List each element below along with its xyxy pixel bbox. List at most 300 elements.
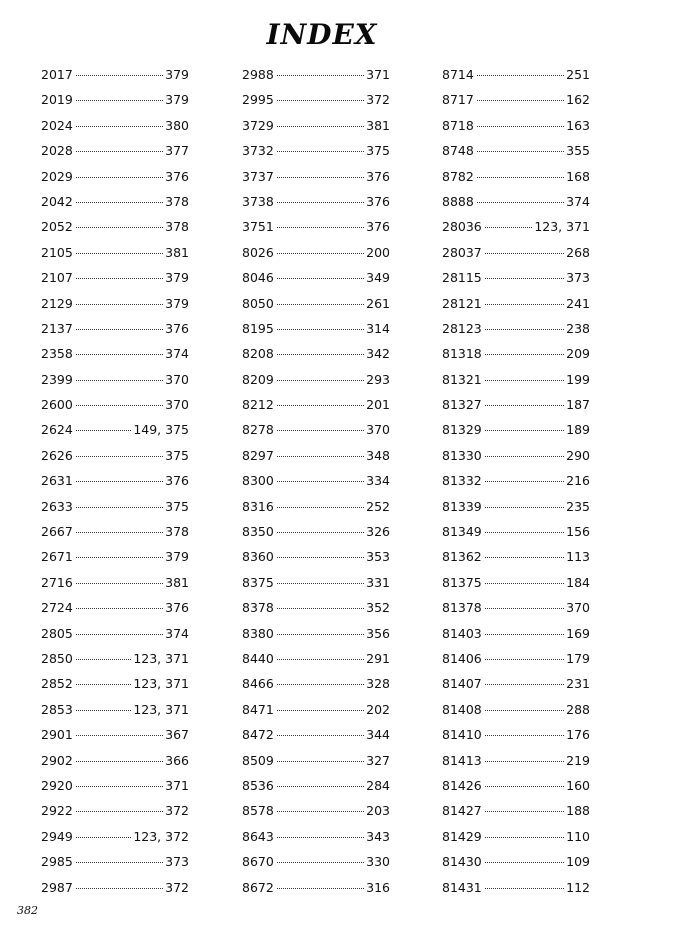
dot-leader	[76, 354, 163, 355]
dot-leader	[485, 862, 564, 863]
entry-pages: 160	[566, 777, 590, 793]
entry-code: 2852	[41, 676, 73, 692]
entry-code: 81339	[442, 498, 482, 514]
index-entry	[41, 392, 189, 417]
dot-leader	[485, 634, 564, 635]
index-entry	[242, 773, 390, 798]
entry-code: 81430	[442, 854, 482, 870]
dot-leader	[485, 227, 533, 228]
entry-pages: 203	[366, 803, 390, 819]
index-entry	[442, 621, 590, 646]
index-entry	[442, 875, 590, 900]
entry-pages: 370	[165, 371, 189, 387]
index-entry	[242, 164, 390, 189]
dot-leader	[277, 100, 364, 101]
entry-code: 2667	[41, 524, 73, 540]
dot-leader	[277, 304, 364, 305]
entry-pages: 373	[566, 270, 590, 286]
dot-leader	[76, 278, 163, 279]
dot-leader	[76, 456, 163, 457]
dot-leader	[277, 430, 364, 431]
index-column-3	[442, 62, 590, 900]
page-title: INDEX	[266, 18, 378, 51]
dot-leader	[277, 583, 364, 584]
index-entry	[442, 87, 590, 112]
entry-pages: 202	[366, 701, 390, 717]
dot-leader	[76, 75, 163, 76]
dot-leader	[485, 430, 564, 431]
entry-code: 2631	[41, 473, 73, 489]
entry-code: 28121	[442, 295, 482, 311]
entry-code: 28123	[442, 320, 482, 336]
entry-pages: 199	[566, 371, 590, 387]
index-entry	[41, 798, 189, 823]
dot-leader	[76, 481, 163, 482]
index-entry	[442, 570, 590, 595]
entry-pages: 184	[566, 574, 590, 590]
entry-code: 3732	[242, 143, 274, 159]
entry-code: 2853	[41, 701, 73, 717]
entry-pages: 123, 371	[133, 676, 189, 692]
entry-code: 8050	[242, 295, 274, 311]
entry-pages: 344	[366, 727, 390, 743]
entry-pages: 372	[165, 803, 189, 819]
entry-code: 81427	[442, 803, 482, 819]
index-entry	[242, 316, 390, 341]
index-entry	[242, 468, 390, 493]
entry-code: 8046	[242, 270, 274, 286]
entry-code: 8300	[242, 473, 274, 489]
dot-leader	[485, 278, 564, 279]
index-entry	[442, 697, 590, 722]
entry-pages: 216	[566, 473, 590, 489]
index-entry	[242, 240, 390, 265]
index-entry	[442, 468, 590, 493]
entry-pages: 241	[566, 295, 590, 311]
entry-code: 81407	[442, 676, 482, 692]
entry-pages: 379	[165, 67, 189, 82]
entry-code: 3737	[242, 168, 274, 184]
index-entry	[41, 570, 189, 595]
index-entry	[41, 240, 189, 265]
entry-pages: 316	[366, 879, 390, 895]
entry-code: 81431	[442, 879, 482, 895]
entry-pages: 327	[366, 752, 390, 768]
index-entry	[242, 748, 390, 773]
dot-leader	[485, 659, 564, 660]
dot-leader	[76, 761, 163, 762]
index-entry	[242, 570, 390, 595]
dot-leader	[277, 862, 364, 863]
entry-code: 2724	[41, 600, 73, 616]
index-entry	[442, 291, 590, 316]
entry-pages: 330	[366, 854, 390, 870]
entry-code: 8471	[242, 701, 274, 717]
dot-leader	[76, 151, 163, 152]
entry-code: 2901	[41, 727, 73, 743]
entry-code: 81410	[442, 727, 482, 743]
index-entry	[442, 189, 590, 214]
dot-leader	[76, 634, 163, 635]
dot-leader	[277, 532, 364, 533]
index-entry	[442, 798, 590, 823]
entry-pages: 112	[566, 879, 590, 895]
dot-leader	[76, 253, 163, 254]
index-entry	[442, 240, 590, 265]
entry-code: 2358	[41, 346, 73, 362]
dot-leader	[76, 227, 163, 228]
index-entry	[242, 417, 390, 442]
entry-code: 2600	[41, 397, 73, 413]
entry-pages: 110	[566, 828, 590, 844]
dot-leader	[76, 126, 163, 127]
entry-code: 8643	[242, 828, 274, 844]
entry-code: 81403	[442, 625, 482, 641]
entry-pages: 252	[366, 498, 390, 514]
dot-leader	[485, 786, 564, 787]
dot-leader	[277, 710, 364, 711]
index-entry	[442, 367, 590, 392]
dot-leader	[76, 430, 132, 431]
entry-pages: 379	[165, 295, 189, 311]
entry-code: 81321	[442, 371, 482, 387]
index-entry	[41, 671, 189, 696]
index-entry	[41, 621, 189, 646]
entry-pages: 219	[566, 752, 590, 768]
dot-leader	[485, 329, 564, 330]
index-entry	[41, 316, 189, 341]
entry-pages: 375	[165, 498, 189, 514]
dot-leader	[76, 659, 132, 660]
dot-leader	[477, 75, 564, 76]
entry-code: 2949	[41, 828, 73, 844]
entry-code: 81330	[442, 447, 482, 463]
dot-leader	[76, 608, 163, 609]
entry-pages: 371	[366, 67, 390, 82]
entry-code: 8209	[242, 371, 274, 387]
entry-pages: 261	[366, 295, 390, 311]
index-entry	[442, 164, 590, 189]
dot-leader	[477, 100, 564, 101]
entry-code: 3738	[242, 193, 274, 209]
dot-leader	[76, 735, 163, 736]
entry-code: 2985	[41, 854, 73, 870]
index-entry	[41, 595, 189, 620]
index-entry	[41, 697, 189, 722]
index-entry	[41, 875, 189, 900]
index-entry	[41, 646, 189, 671]
dot-leader	[277, 126, 364, 127]
entry-code: 8316	[242, 498, 274, 514]
dot-leader	[277, 481, 364, 482]
entry-pages: 376	[366, 219, 390, 235]
entry-pages: 209	[566, 346, 590, 362]
entry-pages: 381	[165, 574, 189, 590]
entry-code: 2042	[41, 193, 73, 209]
index-entry	[442, 316, 590, 341]
index-entry	[41, 113, 189, 138]
dot-leader	[76, 202, 163, 203]
entry-code: 2987	[41, 879, 73, 895]
entry-pages: 367	[165, 727, 189, 743]
index-entry	[242, 671, 390, 696]
entry-code: 2129	[41, 295, 73, 311]
entry-code: 81408	[442, 701, 482, 717]
entry-pages: 381	[366, 117, 390, 133]
index-entry	[242, 265, 390, 290]
index-entry	[41, 138, 189, 163]
index-column-1	[41, 62, 189, 900]
entry-code: 8380	[242, 625, 274, 641]
entry-pages: 288	[566, 701, 590, 717]
dot-leader	[76, 862, 163, 863]
entry-pages: 371	[165, 777, 189, 793]
entry-pages: 231	[566, 676, 590, 692]
dot-leader	[277, 177, 364, 178]
dot-leader	[76, 888, 163, 889]
entry-pages: 290	[566, 447, 590, 463]
index-entry	[442, 417, 590, 442]
entry-pages: 349	[366, 270, 390, 286]
entry-pages: 353	[366, 549, 390, 565]
entry-code: 81413	[442, 752, 482, 768]
index-entry	[41, 189, 189, 214]
entry-pages: 376	[165, 473, 189, 489]
entry-code: 8782	[442, 168, 474, 184]
entry-pages: 372	[165, 879, 189, 895]
entry-code: 8297	[242, 447, 274, 463]
dot-leader	[277, 202, 364, 203]
entry-pages: 376	[366, 168, 390, 184]
entry-pages: 109	[566, 854, 590, 870]
entry-pages: 370	[566, 600, 590, 616]
dot-leader	[485, 253, 564, 254]
index-entry	[242, 443, 390, 468]
dot-leader	[277, 278, 364, 279]
entry-code: 81378	[442, 600, 482, 616]
entry-code: 2137	[41, 320, 73, 336]
index-column-2	[242, 62, 390, 900]
entry-pages: 373	[165, 854, 189, 870]
dot-leader	[485, 507, 564, 508]
entry-pages: 123, 371	[133, 650, 189, 666]
index-entry	[442, 392, 590, 417]
entry-pages: 123, 372	[133, 828, 189, 844]
entry-code: 8717	[442, 92, 474, 108]
index-entry	[242, 798, 390, 823]
index-entry	[442, 341, 590, 366]
dot-leader	[277, 75, 364, 76]
entry-pages: 379	[165, 549, 189, 565]
dot-leader	[277, 888, 364, 889]
entry-code: 8278	[242, 422, 274, 438]
entry-code: 2017	[41, 67, 73, 82]
entry-code: 2105	[41, 244, 73, 260]
entry-pages: 375	[366, 143, 390, 159]
index-entry	[442, 748, 590, 773]
entry-pages: 168	[566, 168, 590, 184]
entry-code: 2902	[41, 752, 73, 768]
dot-leader	[477, 202, 564, 203]
index-entry	[442, 62, 590, 87]
dot-leader	[76, 837, 132, 838]
index-entry	[41, 265, 189, 290]
dot-leader	[485, 837, 564, 838]
dot-leader	[277, 761, 364, 762]
entry-code: 28037	[442, 244, 482, 260]
index-entry	[242, 494, 390, 519]
entry-code: 2671	[41, 549, 73, 565]
dot-leader	[485, 888, 564, 889]
entry-pages: 376	[165, 320, 189, 336]
entry-pages: 379	[165, 92, 189, 108]
entry-code: 8509	[242, 752, 274, 768]
entry-pages: 314	[366, 320, 390, 336]
index-entry	[442, 113, 590, 138]
index-entry	[242, 875, 390, 900]
index-entry	[442, 519, 590, 544]
entry-code: 81329	[442, 422, 482, 438]
entry-pages: 343	[366, 828, 390, 844]
entry-code: 2805	[41, 625, 73, 641]
entry-pages: 113	[566, 549, 590, 565]
dot-leader	[76, 304, 163, 305]
index-entry	[41, 748, 189, 773]
dot-leader	[76, 329, 163, 330]
dot-leader	[485, 405, 564, 406]
entry-code: 8208	[242, 346, 274, 362]
entry-pages: 331	[366, 574, 390, 590]
index-entry	[242, 113, 390, 138]
dot-leader	[485, 608, 564, 609]
dot-leader	[277, 405, 364, 406]
entry-pages: 372	[366, 92, 390, 108]
entry-pages: 188	[566, 803, 590, 819]
entry-pages: 176	[566, 727, 590, 743]
index-entry	[442, 214, 590, 239]
index-entry	[41, 417, 189, 442]
dot-leader	[76, 507, 163, 508]
dot-leader	[277, 253, 364, 254]
entry-code: 2029	[41, 168, 73, 184]
entry-code: 81362	[442, 549, 482, 565]
dot-leader	[277, 354, 364, 355]
entry-code: 8748	[442, 143, 474, 159]
entry-pages: 326	[366, 524, 390, 540]
dot-leader	[277, 608, 364, 609]
entry-code: 28036	[442, 219, 482, 235]
entry-pages: 179	[566, 650, 590, 666]
entry-code: 2624	[41, 422, 73, 438]
entry-code: 8440	[242, 650, 274, 666]
index-entry	[242, 138, 390, 163]
entry-pages: 201	[366, 397, 390, 413]
entry-pages: 370	[165, 397, 189, 413]
index-entry	[41, 87, 189, 112]
entry-pages: 376	[366, 193, 390, 209]
index-entry	[242, 519, 390, 544]
entry-pages: 123, 371	[534, 219, 590, 235]
entry-code: 2052	[41, 219, 73, 235]
dot-leader	[76, 786, 163, 787]
entry-code: 2626	[41, 447, 73, 463]
entry-pages: 149, 375	[133, 422, 189, 438]
entry-code: 8672	[242, 879, 274, 895]
entry-code: 81406	[442, 650, 482, 666]
entry-code: 2716	[41, 574, 73, 590]
index-entry	[41, 164, 189, 189]
index-entry	[242, 214, 390, 239]
index-entry	[242, 544, 390, 569]
entry-pages: 375	[165, 447, 189, 463]
index-entry	[41, 214, 189, 239]
entry-pages: 334	[366, 473, 390, 489]
entry-code: 8578	[242, 803, 274, 819]
dot-leader	[76, 100, 163, 101]
index-entry	[242, 189, 390, 214]
index-entry	[242, 621, 390, 646]
entry-pages: 378	[165, 524, 189, 540]
index-entry	[242, 62, 390, 87]
dot-leader	[76, 557, 163, 558]
index-entry	[41, 544, 189, 569]
dot-leader	[277, 735, 364, 736]
dot-leader	[277, 557, 364, 558]
entry-pages: 169	[566, 625, 590, 641]
entry-code: 8536	[242, 777, 274, 793]
entry-pages: 374	[566, 193, 590, 209]
dot-leader	[277, 329, 364, 330]
entry-code: 2850	[41, 650, 73, 666]
dot-leader	[277, 380, 364, 381]
index-entry	[242, 722, 390, 747]
entry-code: 8212	[242, 397, 274, 413]
entry-code: 8375	[242, 574, 274, 590]
index-entry	[242, 392, 390, 417]
entry-pages: 162	[566, 92, 590, 108]
entry-pages: 355	[566, 143, 590, 159]
index-entry	[41, 773, 189, 798]
index-entry	[442, 646, 590, 671]
dot-leader	[76, 710, 132, 711]
entry-code: 81429	[442, 828, 482, 844]
entry-pages: 376	[165, 168, 189, 184]
dot-leader	[477, 126, 564, 127]
index-entry	[442, 849, 590, 874]
entry-pages: 348	[366, 447, 390, 463]
entry-pages: 381	[165, 244, 189, 260]
index-entry	[442, 494, 590, 519]
index-entry	[442, 722, 590, 747]
index-entry	[442, 544, 590, 569]
dot-leader	[485, 684, 564, 685]
index-entry	[242, 824, 390, 849]
index-entry	[242, 341, 390, 366]
entry-pages: 238	[566, 320, 590, 336]
entry-code: 8714	[442, 67, 474, 82]
entry-code: 8718	[442, 117, 474, 133]
entry-code: 81327	[442, 397, 482, 413]
index-entry	[442, 138, 590, 163]
entry-pages: 163	[566, 117, 590, 133]
index-entry	[442, 671, 590, 696]
index-entry	[41, 824, 189, 849]
index-entry	[242, 367, 390, 392]
entry-pages: 370	[366, 422, 390, 438]
index-entry	[442, 595, 590, 620]
dot-leader	[277, 837, 364, 838]
entry-pages: 293	[366, 371, 390, 387]
